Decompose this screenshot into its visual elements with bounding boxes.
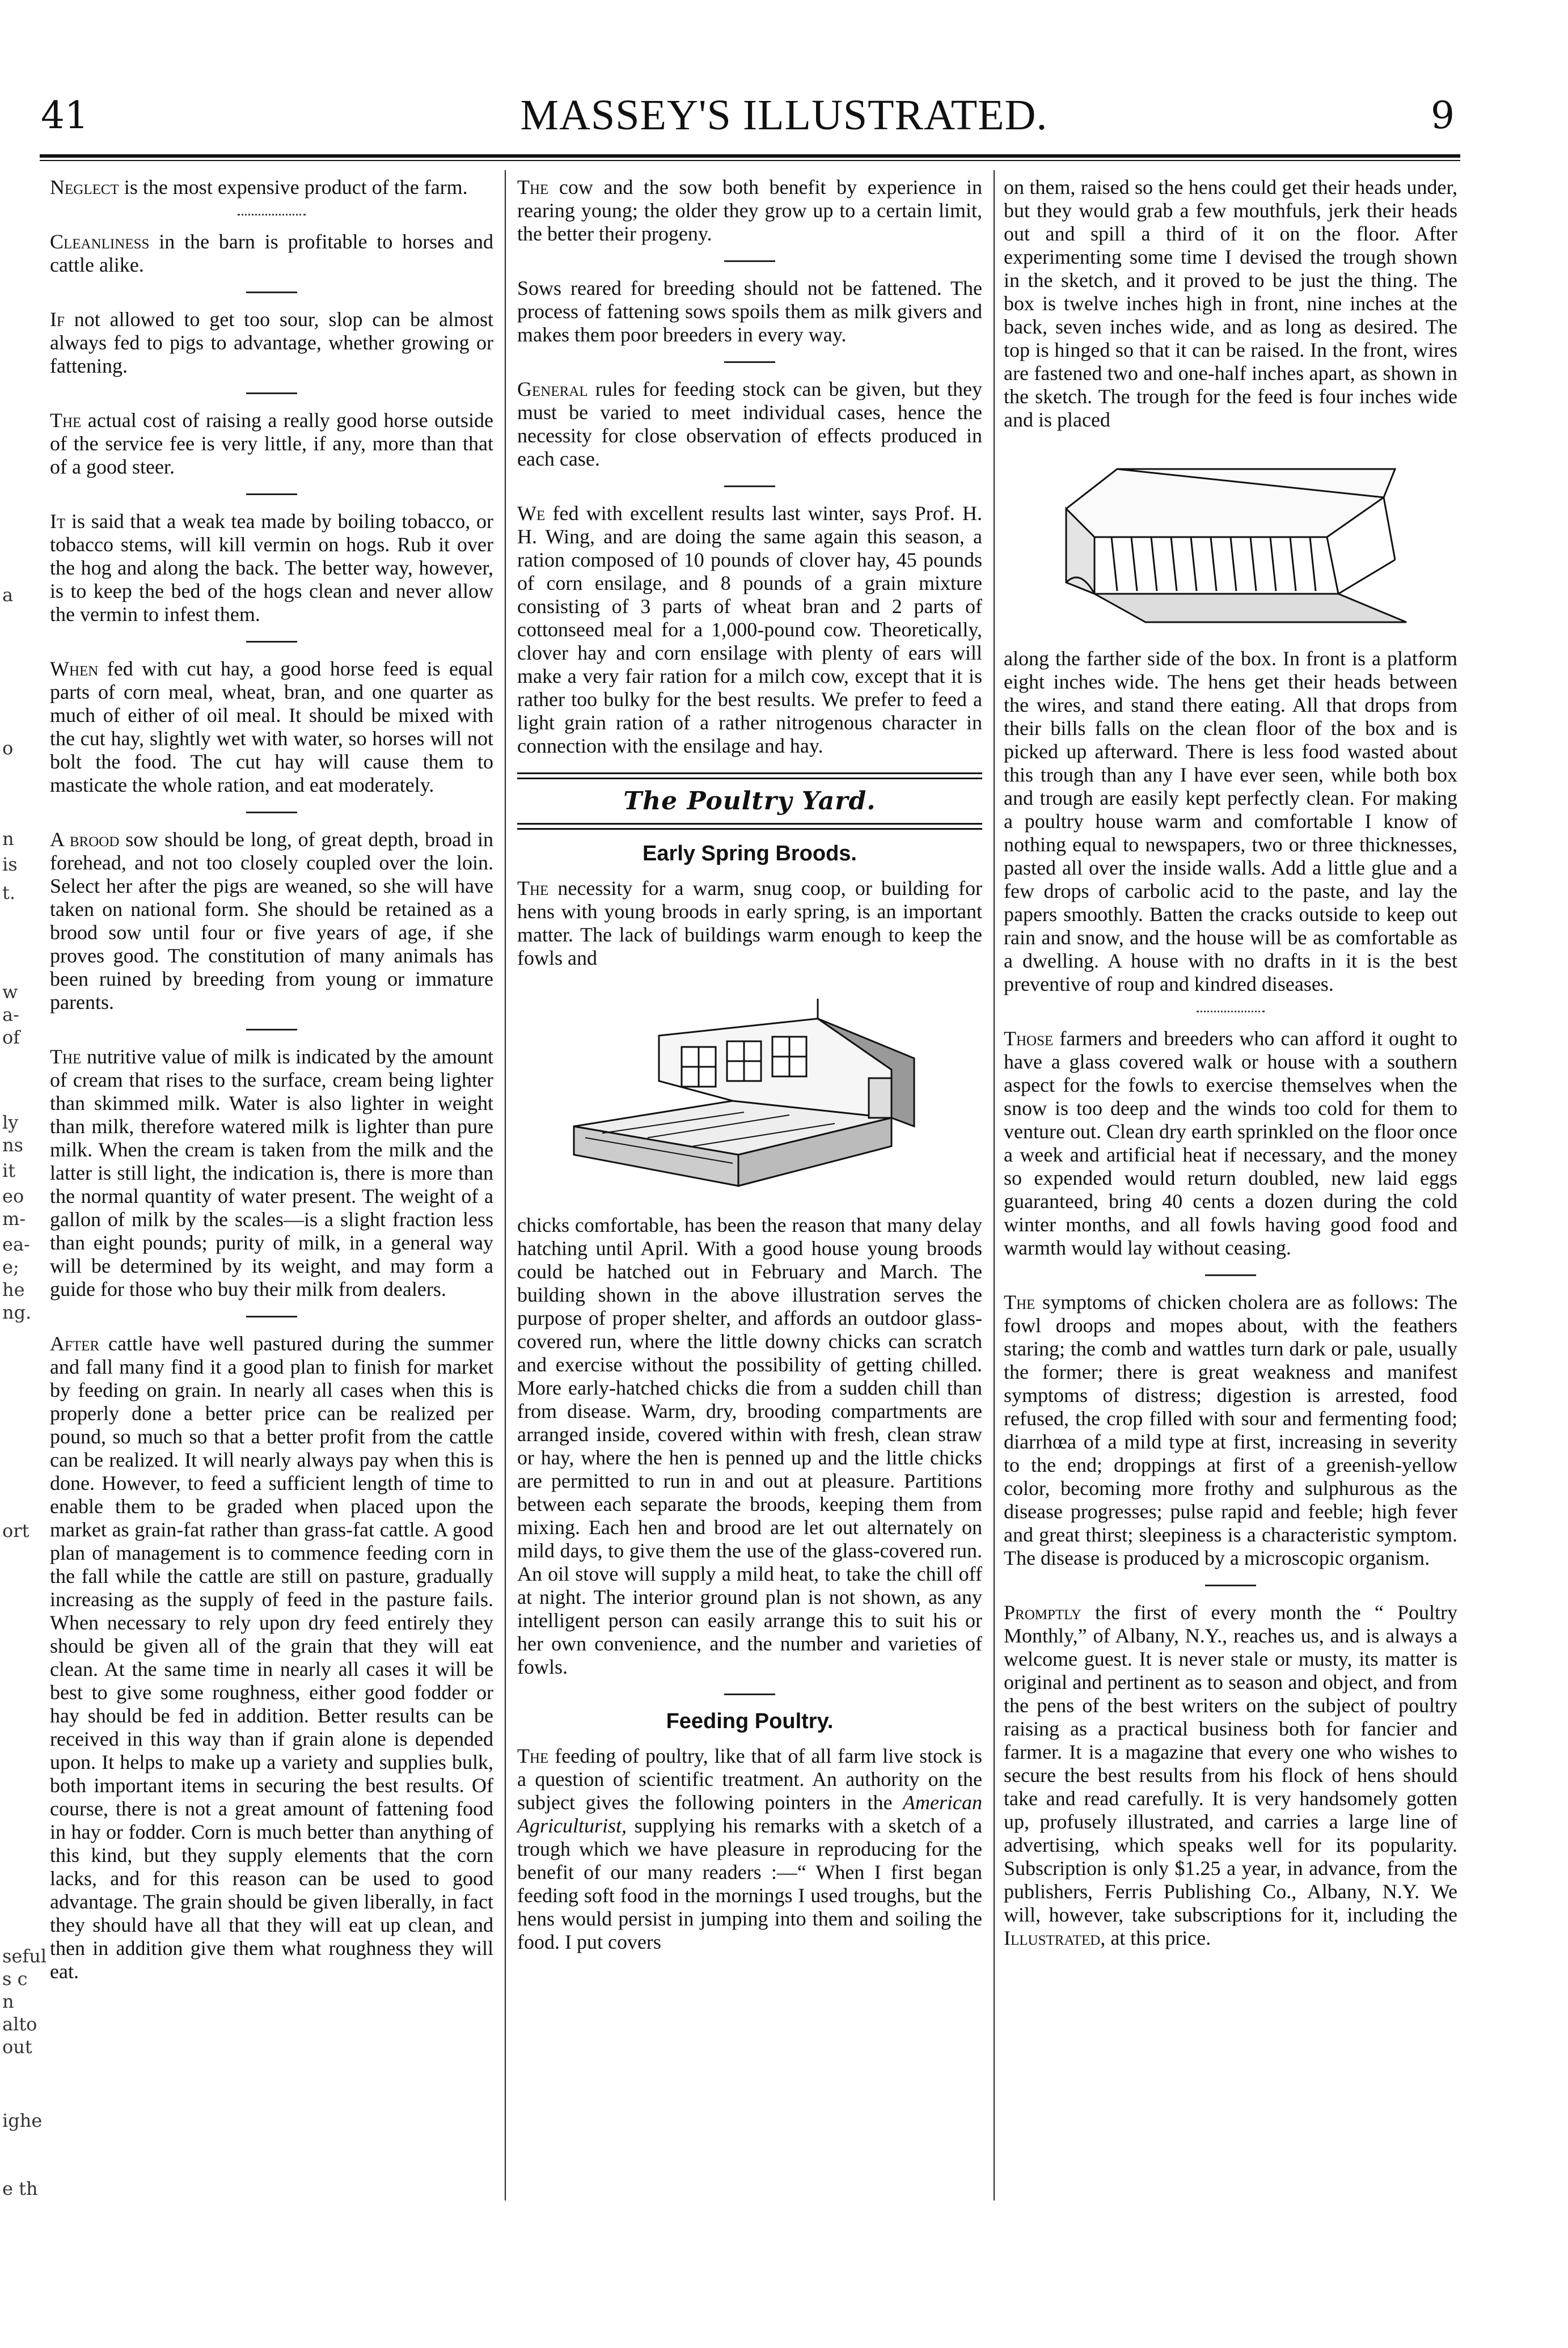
poultry-house-illustration — [551, 985, 948, 1200]
section-heading: The Poultry Yard. — [623, 787, 876, 816]
paragraph: along the farther side of the box. In front is a platform eight inches wide. The hens get their heads between the wires, and stand there eating. All that drops from their bills falls on the clean floor of the box and is picked up afterward. There is less food wasted about this trough than any I have ever seen, while both box and trough are easily kept perfectly clean. For making a poultry house warm and comfortable I know of nothing equal to newspapers, two or three thicknesses, pasted all over the inside walls. Add a little glue and a few drops of carbolic acid to the paste, and lay the papers smoothly. Batten the cracks outside to keep out rain and snow, and the house will be as comfortable as a dwelling. A house with no drafts in it is the best preventive of roup and kindred diseases. — [1004, 647, 1457, 995]
paragraph: After cattle have well pastured during the summer and fall many find it a good plan to finish for market by feeding on grain. In nearly all cases when this is properly done a better price can be realized per pound, so much so that a better profit from the cattle can be realized. It will nearly always pay when this is done. However, to feed a sufficient length of time to enable them to be graded when placed upon the market as grain-fat rather than grass-fat cattle. A good plan of management is to commence feeding corn in the fall while the cattle are still on pasture, gradually increasing as the supply of feed in the pasture fails. When necessary to rely upon dry feed entirely they should be given all of the grain that they will eat clean. At the same time in nearly all cases it will be best to give some roughness, either good fodder or hay should be fed in addition. Better results can be received in this way than if grain alone is depended upon. It helps to make up a variety and supplies bulk, both important items in securing the best results. Of course, there is not a great amount of fattening food in hay or fodder. Corn is much better than anything of this kind, but they supply elements that the corn lacks, and for this reason can be used to good advantage. The grain should be given liberally, in fact they should have all that they will eat up clean, and then in addition give them what roughness they will eat. — [50, 1332, 493, 1983]
header-rule — [40, 154, 1460, 158]
gutter-fragment: o — [2, 737, 14, 759]
paragraph: When fed with cut hay, a good horse feed is equal parts of corn meal, wheat, bran, and one quarter as much of either of oil meal. It should be mixed with the cut hay, slightly wet with water, so horses will not bolt the food. The cut hay will cause them to masticate the whole ration, and eat moderately. — [50, 657, 493, 796]
paragraph: General rules for feeding stock can be given, but they must be varied to meet individual cases, hence the necessity for close observation of effects produced in each case. — [517, 378, 982, 470]
paragraph: The cow and the sow both benefit by experience in rearing young; the older they grow up to a certain limit, the better their progeny. — [517, 176, 982, 245]
gutter-fragment: ighe — [2, 2110, 43, 2131]
paragraph: The nutritive value of milk is indicated by the amount of cream that rises to the surface, cream being lighter than skimmed milk. Water is also lighter in weight than milk, therefore watered milk is lighter than pure milk. When the cream is taken from the milk and the latter is still light, the indication is, there is more than the normal quantity of water present. The weight of a gallon of milk by the scales—is a slight fraction less than eight pounds; purity of milk, in a general way will be determined by its weight, and may form a guide for those who buy their milk from dealers. — [50, 1045, 493, 1300]
column-divider — [994, 170, 995, 2201]
article-title: Feeding Poultry. — [666, 1709, 834, 1733]
separator — [246, 292, 297, 293]
paragraph: It is said that a weak tea made by boiling tobacco, or tobacco stems, will kill vermin on hogs. Rub it over the hog and along the back. The better way, however, is to keep the bed of the hogs clean and never allow the vermin to infest them. — [50, 510, 493, 626]
column-1 — [50, 176, 493, 1998]
header-rule-thin — [40, 160, 1460, 161]
article-title: Early Spring Broods. — [643, 842, 857, 865]
gutter-fragment: ea- — [2, 1234, 30, 1255]
gutter-fragments — [0, 0, 45, 2348]
separator — [246, 392, 297, 394]
separator — [246, 812, 297, 813]
paragraph: The actual cost of raising a really good horse outside of the service fee is very little, if any, more than that of a good steer. — [50, 409, 493, 478]
separator — [724, 361, 775, 363]
gutter-fragment: ns — [2, 1134, 24, 1156]
paragraph: A brood sow should be long, of great depth, broad in forehead, and not too closely coupled over the loin. Select her after the pigs are weaned, so she will have taken on national form. She should be retained as a brood sow until four or five years of age, if she proves good. The constitution of many animals has been ruined by breeding from young or immature parents. — [50, 828, 493, 1013]
paragraph: The feeding of poultry, like that of all farm live stock is a question of scientific treatment. An authority on the subject gives the following pointers in the American Agriculturist, supplying his remarks with a sketch of a trough which we have pleasure in reproducing for the benefit of our many readers :—“ When I first began feeding soft food in the mornings I used troughs, but the hens would persist in jumping into them and soiling the food. I put covers — [517, 1745, 982, 1953]
gutter-fragment: e th — [2, 2178, 38, 2199]
paragraph: Promptly the first of every month the “ Poultry Monthly,” of Albany, N.Y., reaches us, and is always a welcome guest. It is never stale or musty, its matter is original and pertinent as to season and object, and from the pens of the best writers on the subject of poultry raising as a practical business both for fancier and farmer. It is a magazine that every one who wishes to secure the best results from his flock of hens should take and read carefully. It is very handsomely gotten up, profusely illustrated, and carries a large line of advertising, which speaks well for its popularity. Subscription is only $1.25 a year, in advance, from the publishers, Ferris Publishing Co., Albany, N.Y. We will, however, take subscriptions for it, including the Illustrated, at this price. — [1004, 1601, 1457, 1949]
gutter-fragment: e; — [2, 1256, 19, 1278]
paragraph: Sows reared for breeding should not be fattened. The process of fattening sows spoils them as milk givers and makes them poor breeders in every way. — [517, 277, 982, 346]
header-issue-number: 41 — [41, 94, 88, 137]
gutter-fragment: alto — [2, 2013, 37, 2035]
gutter-fragment: seful — [2, 1945, 47, 1967]
separator — [724, 260, 775, 262]
gutter-fragment: ly — [2, 1112, 19, 1133]
section-rule — [517, 823, 982, 830]
gutter-fragment: out — [2, 2036, 32, 2058]
section-rule — [517, 772, 982, 779]
separator — [238, 214, 306, 216]
page-number: 9 — [1431, 94, 1455, 137]
separator — [724, 1694, 775, 1695]
gutter-fragment: w — [2, 981, 18, 1003]
column-2 — [517, 176, 982, 1969]
paragraph: Those farmers and breeders who can afford it ought to have a glass covered walk or house with a southern aspect for the fowls to exercise themselves when the snow is too deep and the winds too cold for them to venture out. Clean dry earth sprinkled on the floor once a week and artificial heat if necessary, and the money so expended would return doubled, new laid eggs guaranteed, bring 40 cents a dozen during the cold winter months, and all fowls having good food and warmth would lay without ceasing. — [1004, 1027, 1457, 1259]
paragraph: The symptoms of chicken cholera are as follows: The fowl droops and mopes about, with the feathers staring; the comb and wattles turn dark or pale, usually the former; there is great weakness and manifest symptoms of distress; digestion is arrested, food refused, the crop filled with sour and fermenting food; diarrhœa of a mild type at first, increasing in severity to the end; droppings at first of a greenish-yellow color, becoming more frothy and sulphurous as the disease progresses; pulse rapid and feeble; high fever and great thirst; sleepiness is a characteristic symptom. The disease is produced by a microscopic organism. — [1004, 1291, 1457, 1569]
gutter-fragment: a- — [2, 1004, 19, 1025]
paragraph: on them, raised so the hens could get their heads under, but they would grab a few mouthfuls, jerk their heads out and spill a third of it on the floor. After experimenting some time I devised the trough shown in the sketch, and it proved to be just the thing. The box is twelve inches high in front, nine inches at the back, seven inches wide, and as long as desired. The top is hinged so that it can be raised. In the front, wires are fastened two and one-half inches apart, as shown in the sketch. The trough for the feed is four inches wide and is placed — [1004, 176, 1457, 431]
separator — [246, 1316, 297, 1317]
paragraph: Neglect is the most expensive product of the farm. — [50, 176, 468, 199]
paragraph: chicks comfortable, has been the reason that many delay hatching until April. With a good house young broods could be hatched out in February and March. The building shown in the above illustration serves the purpose of proper shelter, and affords an outdoor glass-covered run, where the little downy chicks can scratch and exercise without the possibility of getting chilled. More early-hatched chicks die from a sudden chill than from disease. Warm, dry, brooding compartments are arranged inside, covered within with fresh, clean straw or hay, where the hen is penned up and the little chicks are permitted to run in and out at pleasure. Partitions between each separate the broods, keeping them from mixing. Each hen and brood are let out alternately on mild days, to give them the use of the glass-covered run. An oil stove will supply a mild heat, to take the chill off at night. The interior ground plan is not shown, as any intelligent person can easily arrange this to suit his or her own convenience, and the number and varieties of fowls. — [517, 1214, 982, 1678]
separator — [246, 493, 297, 495]
gutter-fragment: n — [2, 828, 14, 850]
gutter-fragment: is — [2, 854, 18, 875]
separator — [1205, 1585, 1256, 1586]
paragraph: The necessity for a warm, snug coop, or building for hens with young broods in early spring, is an important matter. The lack of buildings warm enough to keep the fowls and — [517, 877, 982, 969]
gutter-fragment: of — [2, 1027, 20, 1048]
separator — [246, 641, 297, 643]
gutter-fragment: t. — [2, 882, 16, 903]
separator — [1205, 1274, 1256, 1276]
gutter-fragment: n — [2, 1991, 14, 2012]
column-3 — [1004, 176, 1457, 1965]
gutter-fragment: ort — [2, 1520, 29, 1542]
gutter-fragment: eo — [2, 1185, 24, 1207]
page-title: MASSEY'S ILLUSTRATED. — [520, 91, 1048, 139]
gutter-fragment: ng. — [2, 1302, 32, 1323]
gutter-fragment: it — [2, 1160, 16, 1181]
feeding-trough-illustration — [1043, 446, 1418, 634]
separator — [724, 485, 775, 487]
gutter-fragment: he — [2, 1279, 25, 1300]
gutter-fragment: s c — [2, 1968, 28, 1990]
separator — [1197, 1011, 1265, 1012]
paragraph: Cleanliness in the barn is profitable to horses and cattle alike. — [50, 230, 493, 276]
paragraph: If not allowed to get too sour, slop can be almost always fed to pigs to advantage, whether growing or fattening. — [50, 308, 493, 377]
separator — [246, 1029, 297, 1031]
paragraph: We fed with excellent results last winter, says Prof. H. H. Wing, and are doing the same again this season, a ration composed of 10 pounds of clover hay, 45 pounds of corn ensilage, and 8 pounds of a grain mixture consisting of 3 parts of wheat bran and 2 parts of cottonseed meal for a 1,000-pound cow. Theoretically, clover hay and corn ensilage with plenty of ears will make a very fair ration for a milch cow, except that it is rather too bulky for the best results. We prefer to feed a light grain ration of a rather nitrogenous character in connection with the ensilage and hay. — [517, 502, 982, 757]
column-divider — [505, 170, 506, 2201]
gutter-fragment: m- — [2, 1208, 26, 1230]
gutter-fragment: a — [2, 584, 14, 606]
